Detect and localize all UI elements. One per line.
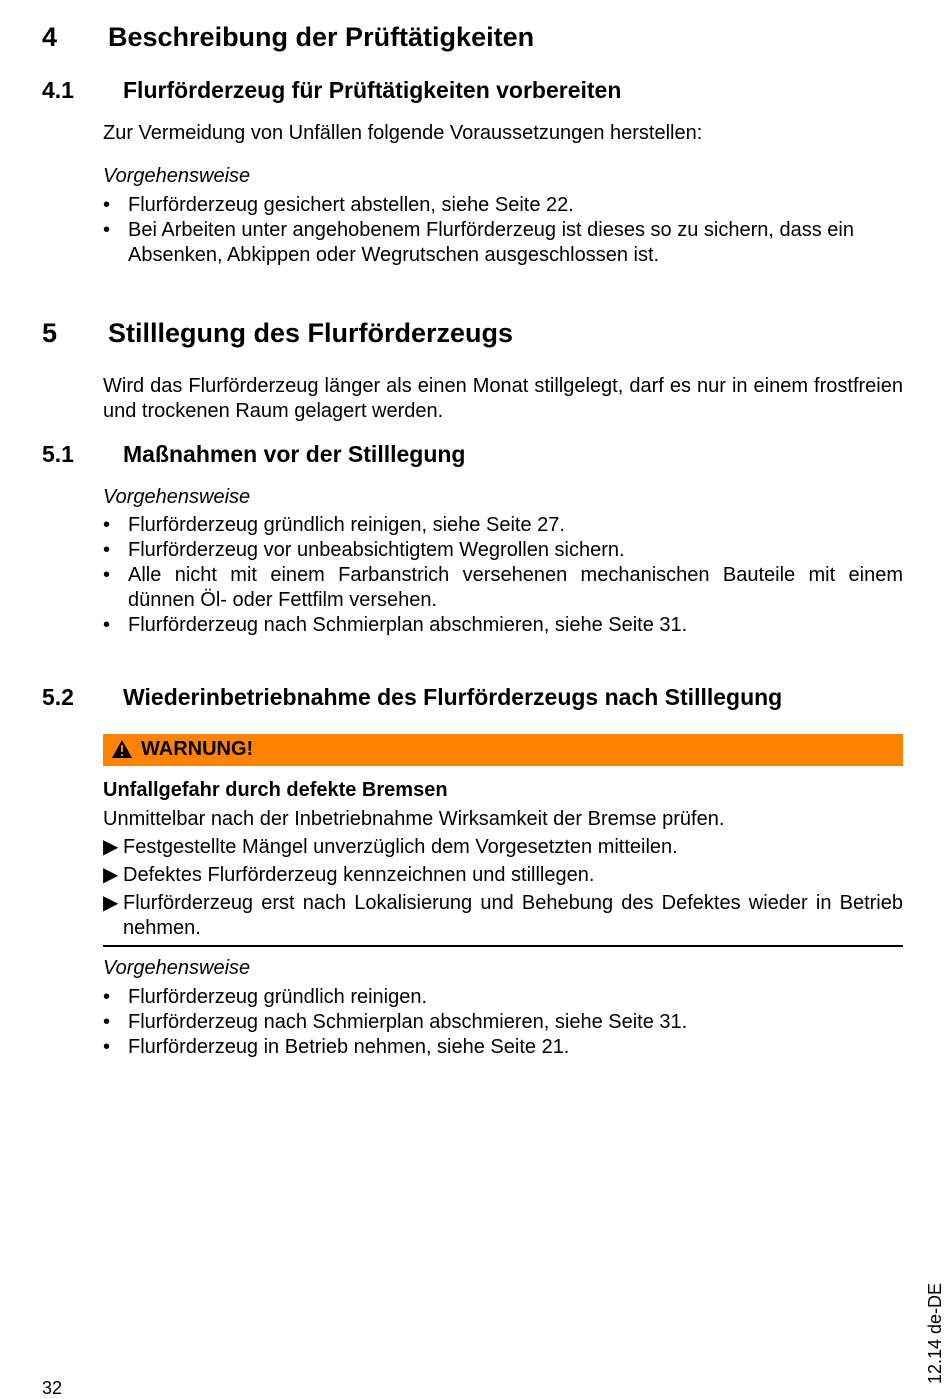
list-item xyxy=(103,563,903,613)
bullet-glyph: • xyxy=(103,614,111,636)
warning-end-divider xyxy=(103,945,903,947)
list-item-text: Flurförderzeug nach Schmierplan abschmieren, siehe Seite 31. xyxy=(128,614,688,636)
warning-banner xyxy=(103,734,903,766)
section-number: 5.2 xyxy=(42,684,74,710)
list-item-text: Flurförderzeug gründlich reinigen, siehe Seite 27. xyxy=(128,514,565,536)
arrow-icon: ▶ xyxy=(103,836,119,858)
arrow-icon: ▶ xyxy=(103,864,119,886)
bullet-glyph: • xyxy=(103,514,111,536)
section-title: Wiederinbetriebnahme des Flurförderzeugs nach Stilllegung xyxy=(123,684,783,710)
warning-action xyxy=(103,863,903,888)
warning-action-text: Festgestellte Mängel unverzüglich dem Vorgesetzten mitteilen. xyxy=(123,836,678,858)
section-title: Stilllegung des Flurförderzeugs xyxy=(108,318,514,348)
bullet-glyph: • xyxy=(103,539,111,561)
bullet-glyph: • xyxy=(103,219,111,241)
bullet-glyph: • xyxy=(103,986,111,1008)
warning-heading: Unfallgefahr durch defekte Bremsen xyxy=(103,779,448,801)
warning-action xyxy=(103,891,903,941)
arrow-icon: ▶ xyxy=(103,892,119,914)
list-item xyxy=(103,1010,903,1035)
procedure-label: Vorgehensweise xyxy=(103,957,251,979)
section-title: Beschreibung der Prüftätigkeiten xyxy=(108,22,535,52)
list-item xyxy=(103,985,903,1010)
list-item xyxy=(103,538,903,563)
section-number: 5 xyxy=(42,318,58,348)
list-item-text: Bei Arbeiten unter angehobenem Flurförderzeug ist dieses so zu sichern, dass ein Absenken, Abkippen oder Wegrutschen ausgeschlossen ist. xyxy=(128,219,854,266)
list-item xyxy=(103,513,903,538)
list-item-text: Alle nicht mit einem Farbanstrich versehenen mechanischen Bauteile mit einem dünnen Öl- oder Fettfilm versehen. xyxy=(128,564,903,611)
list-item-text: Flurförderzeug vor unbeabsichtigtem Wegrollen sichern. xyxy=(128,539,625,561)
section-number: 4.1 xyxy=(42,77,74,103)
warning-label: WARNUNG! xyxy=(141,738,254,760)
bullet-glyph: • xyxy=(103,1011,111,1033)
section-number: 5.1 xyxy=(42,441,74,467)
section-intro: Wird das Flurförderzeug länger als einen Monat stillgelegt, darf es nur in einem frostfreien und trockenen Raum gelagert werden. xyxy=(103,375,903,422)
list-item xyxy=(103,613,903,638)
list-item xyxy=(103,218,903,268)
warning-action xyxy=(103,835,903,860)
bullet-glyph: • xyxy=(103,1036,111,1058)
bullet-glyph: • xyxy=(103,564,111,586)
warning-action-text: Flurförderzeug erst nach Lokalisierung und Behebung des Defektes wieder in Betrieb nehmen. xyxy=(123,892,903,939)
warning-text: Unmittelbar nach der Inbetriebnahme Wirksamkeit der Bremse prüfen. xyxy=(103,808,725,830)
warning-triangle-icon xyxy=(111,739,133,759)
procedure-label: Vorgehensweise xyxy=(103,165,251,187)
section-title: Maßnahmen vor der Stilllegung xyxy=(123,441,466,467)
page-number: 32 xyxy=(42,1378,63,1398)
procedure-label: Vorgehensweise xyxy=(103,486,251,508)
section-title: Flurförderzeug für Prüftätigkeiten vorbereiten xyxy=(123,77,622,103)
bullet-glyph: • xyxy=(103,194,111,216)
list-item-text: Flurförderzeug gründlich reinigen. xyxy=(128,986,428,1008)
list-item-text: Flurförderzeug nach Schmierplan abschmieren, siehe Seite 31. xyxy=(128,1011,688,1033)
list-item-text: Flurförderzeug gesichert abstellen, siehe Seite 22. xyxy=(128,194,574,216)
list-item-text: Flurförderzeug in Betrieb nehmen, siehe Seite 21. xyxy=(128,1036,570,1058)
section-number: 4 xyxy=(42,22,58,52)
section-intro: Zur Vermeidung von Unfällen folgende Voraussetzungen herstellen: xyxy=(103,122,703,144)
document-code: 12.14 de-DE xyxy=(925,1282,945,1384)
list-item xyxy=(103,193,903,218)
warning-action-text: Defektes Flurförderzeug kennzeichnen und stilllegen. xyxy=(123,864,595,886)
list-item xyxy=(103,1035,903,1060)
